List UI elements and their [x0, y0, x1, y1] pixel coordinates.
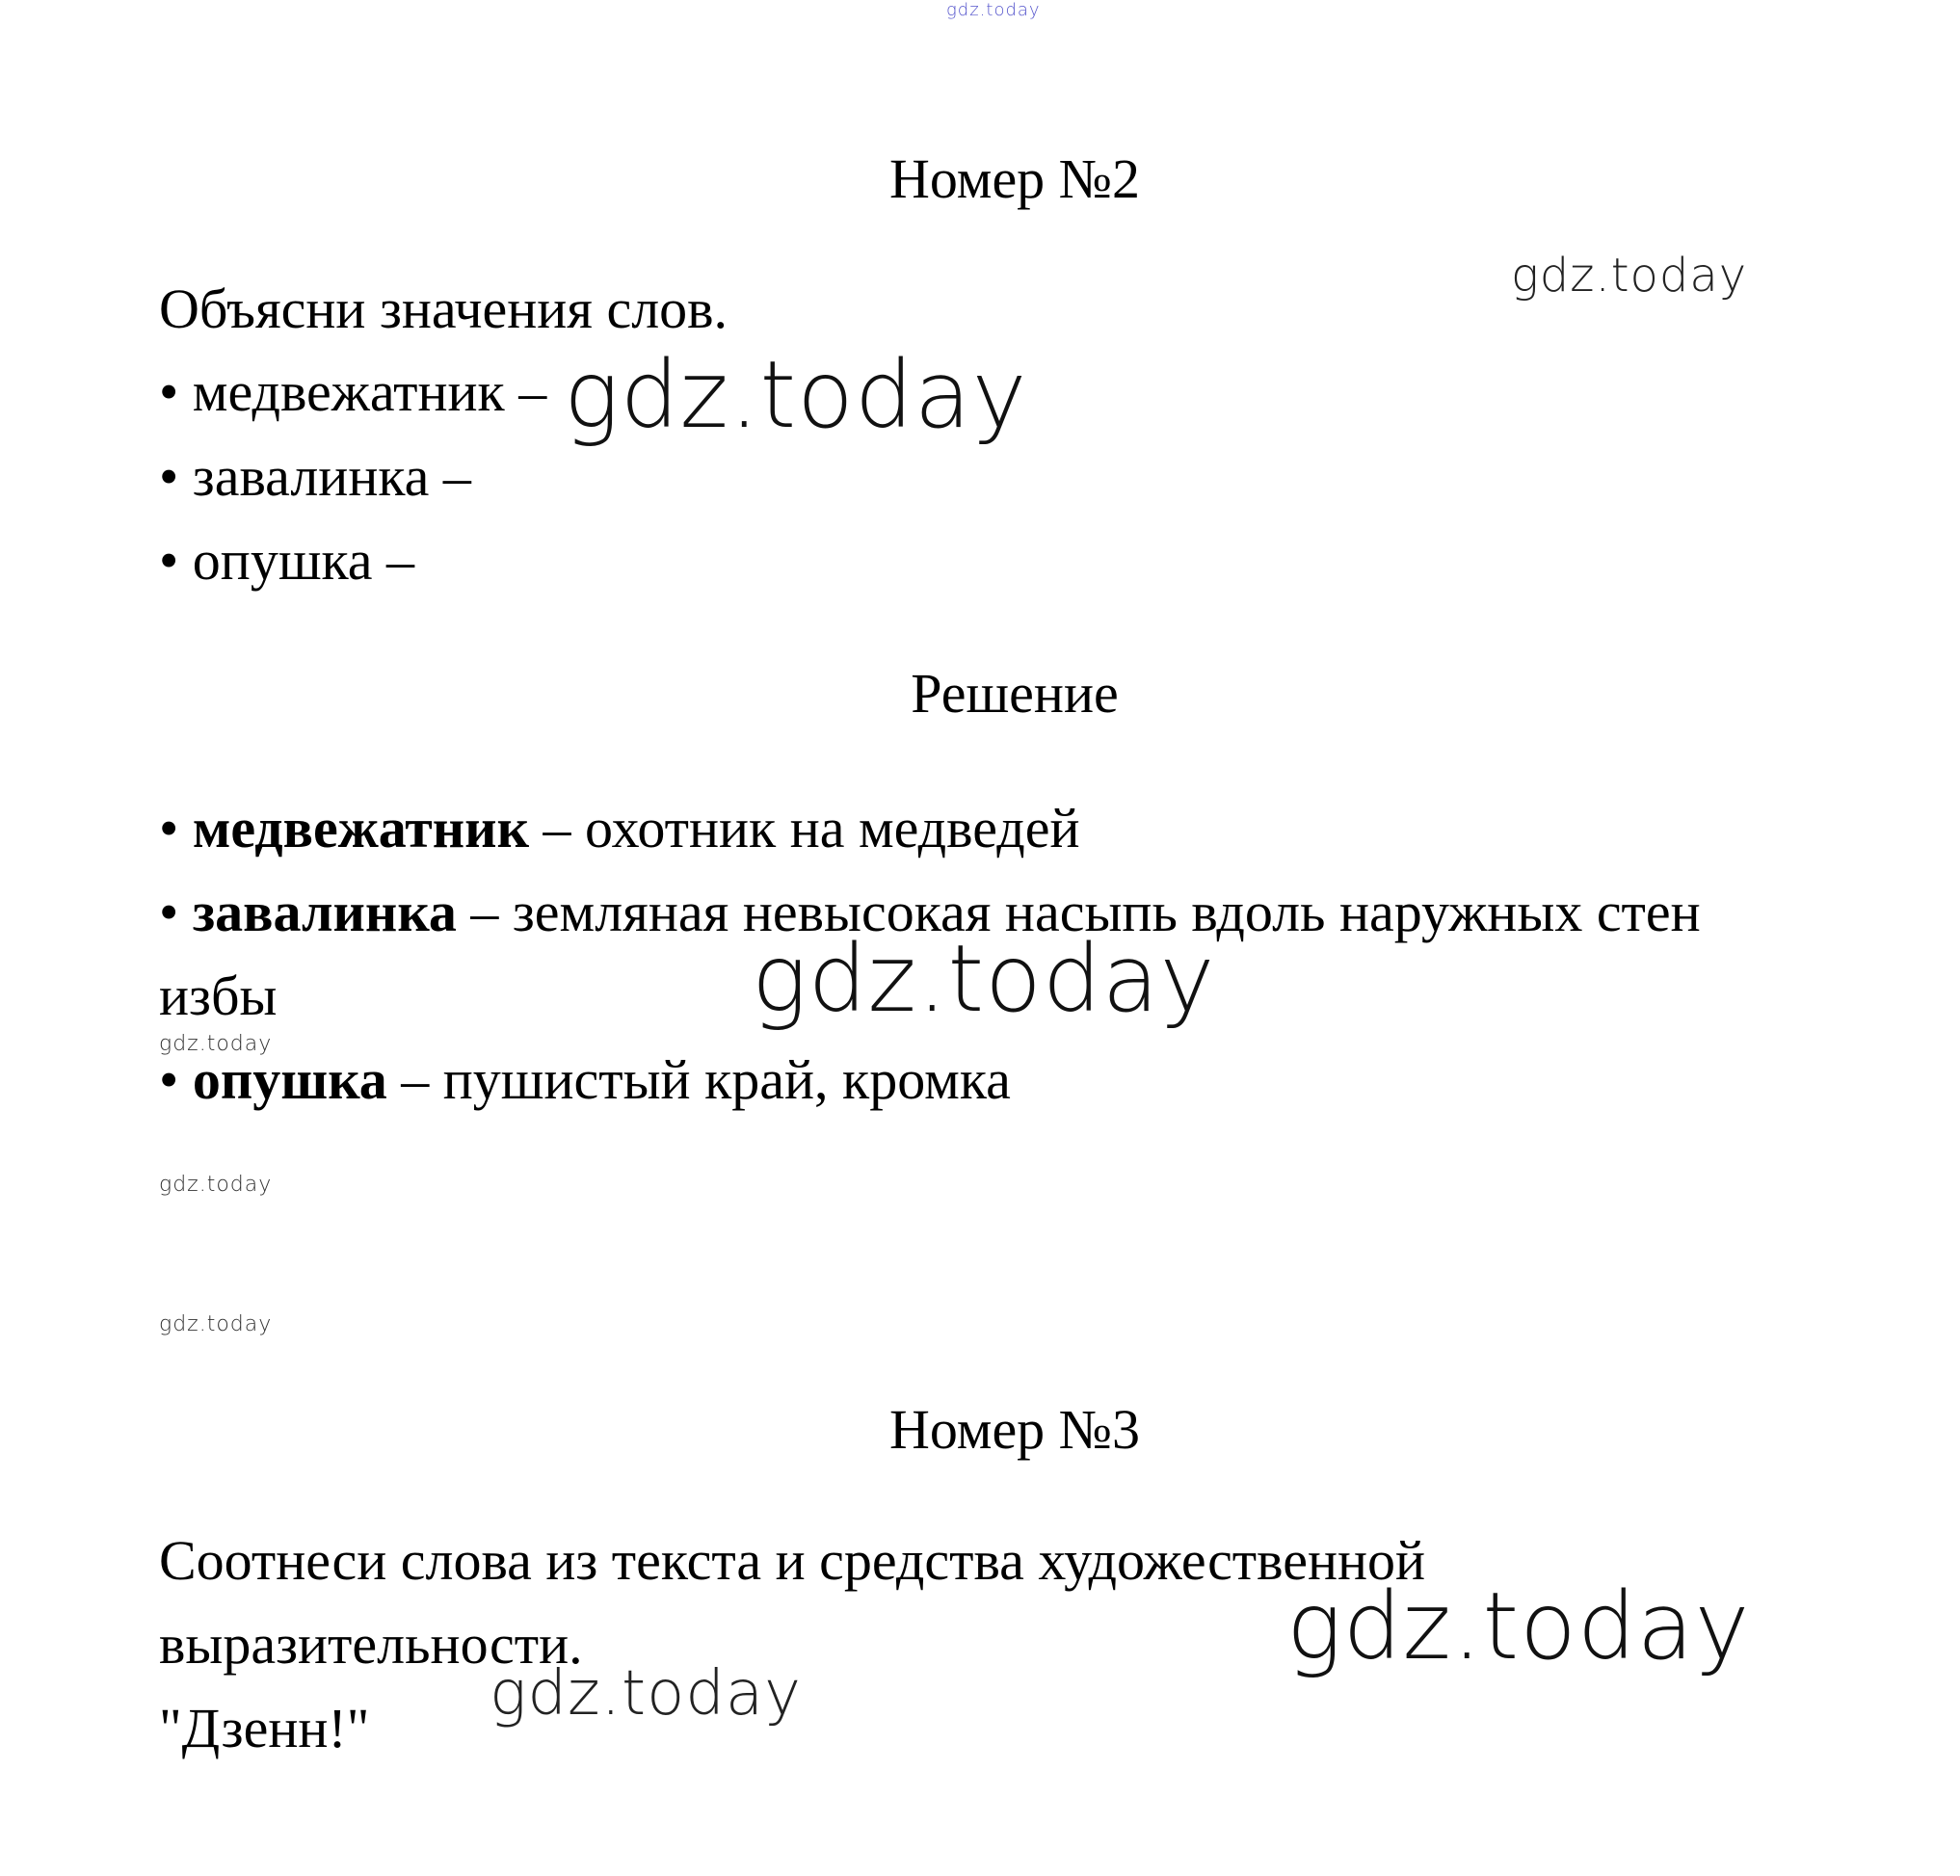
watermark-8: gdz.today: [490, 1658, 802, 1730]
watermark-top: gdz.today: [946, 0, 1041, 20]
solution-heading: Решение: [911, 662, 1119, 725]
section2-item-1: • медвежатник –: [159, 360, 547, 423]
watermark-6: gdz.today: [159, 1312, 273, 1336]
section3-task-line1: Соотнеси слова из текста и средства художественной: [159, 1529, 1426, 1592]
solution-definition-1: – охотник на медведей: [529, 797, 1080, 859]
solution-definition-3: – пушистый край, кромка: [386, 1048, 1011, 1111]
solution-term-1: медвежатник: [192, 797, 530, 859]
watermark-2: gdz.today: [564, 341, 1028, 449]
solution-term-3: опушка: [192, 1048, 387, 1111]
solution-bullet-3: •: [159, 1048, 193, 1111]
section2-task: Объясни значения слов.: [159, 277, 728, 340]
solution-bullet-2: •: [159, 881, 193, 943]
watermark-5: gdz.today: [159, 1173, 273, 1197]
watermark-1: gdz.today: [1511, 249, 1748, 303]
section2-heading: Номер №2: [888, 147, 1141, 210]
watermark-4: gdz.today: [159, 1032, 273, 1056]
watermark-7: gdz.today: [1286, 1572, 1751, 1680]
solution-item-1: [159, 797, 1080, 859]
solution-bullet-1: •: [159, 797, 193, 859]
solution-item-3: [159, 1048, 1011, 1111]
section3-heading: Номер №3: [888, 1398, 1141, 1461]
watermark-3: gdz.today: [752, 925, 1216, 1033]
solution-definition-2: – земляная невысокая насыпь вдоль наружных стен: [456, 881, 1701, 943]
section2-item-3: • опушка –: [159, 529, 415, 592]
section3-task-line2: выразительности.: [159, 1613, 583, 1676]
solution-term-2: завалинка: [192, 881, 457, 943]
solution-item-2-continuation: избы: [159, 964, 278, 1027]
section2-item-2: • завалинка –: [159, 445, 471, 508]
section3-quote: "Дзенн!": [159, 1697, 370, 1759]
